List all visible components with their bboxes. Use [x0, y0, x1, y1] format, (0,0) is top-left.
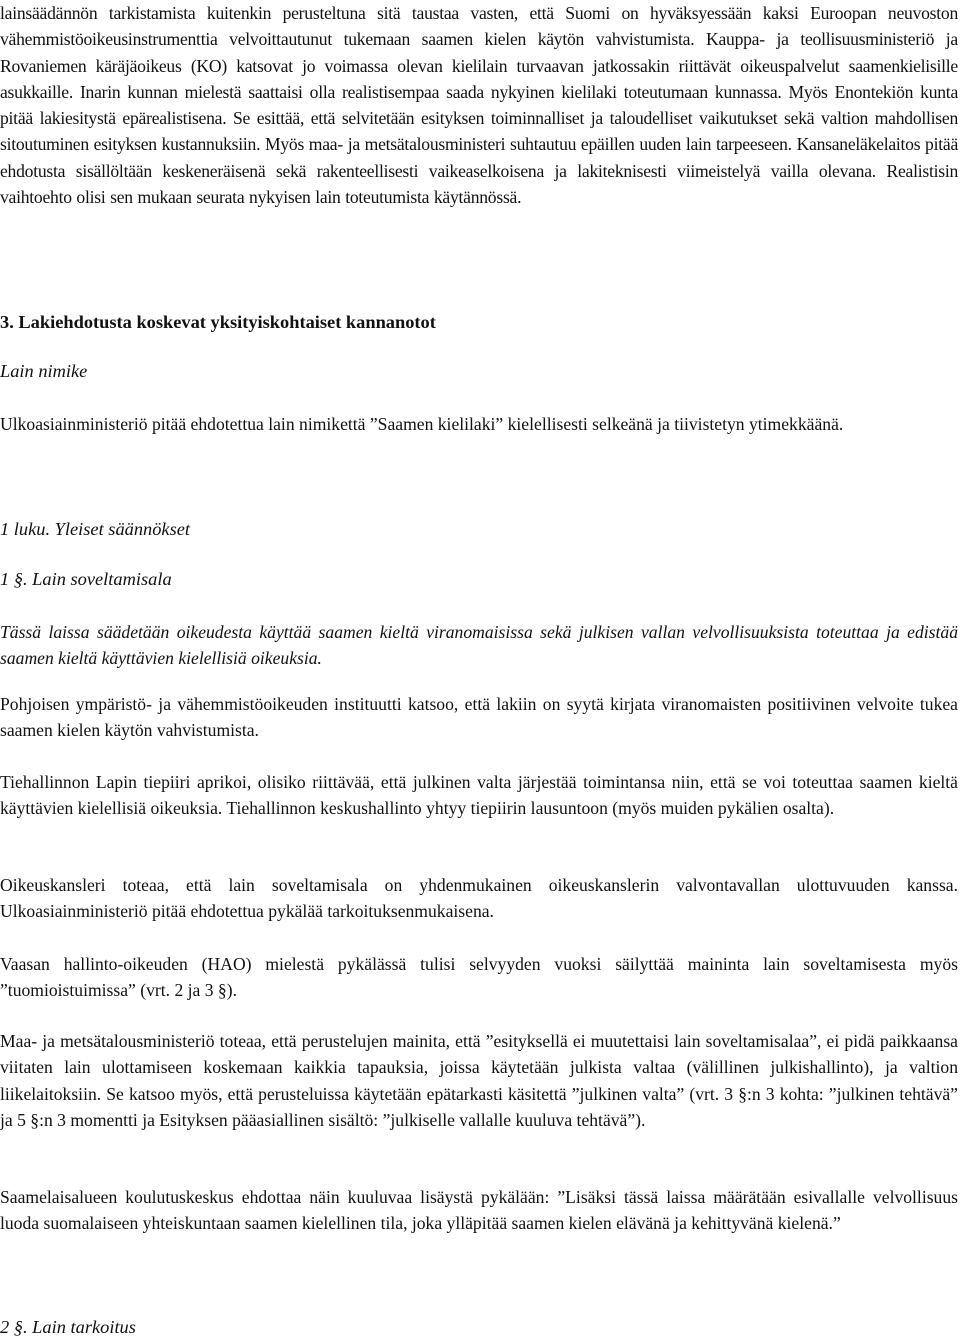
law-title-paragraph-block — [0, 411, 958, 437]
para1-heading-block — [0, 566, 958, 592]
comment-1: Pohjoisen ympäristö- ja vähemmistöoikeuden instituutti katsoo, että lakiin on syytä kirjata viranomaisten positiivinen velvoite tukea saamen kielen käytön vahvistumista. — [0, 694, 958, 741]
law-title-heading: Lain nimike — [0, 361, 88, 381]
para1-text-block — [0, 619, 958, 672]
section-number: 3. — [0, 312, 14, 332]
section-title: Lakiehdotusta koskevat yksityiskohtaiset kannanotot — [18, 312, 436, 332]
para2-heading: 2 §. Lain tarkoitus — [0, 1317, 136, 1337]
comment-6: Saamelaisalueen koulutuskeskus ehdottaa näin kuuluvaa lisäystä pykälään: ”Lisäksi tässä laissa määrätään esivallalle velvollisuus luoda suomalaiseen yhteiskuntaan saamen kielellinen tila, joka ylläpitää saamen kielen elävänä ja kehittyvänä kielenä.” — [0, 1187, 958, 1234]
comment-2: Tiehallinnon Lapin tiepiiri aprikoi, olisiko riittävää, että julkinen valta järjestää toimintansa niin, että se voi toteuttaa saamen kieltä käyttävien kielellisiä oikeuksia. Tiehallinnon keskushallinto yhtyy tiepiirin lausuntoon (myös muiden pykälien osalta). — [0, 772, 958, 819]
comment-5: Maa- ja metsätalousministeriö toteaa, että perustelujen mainita, että ”esityksellä ei muutettaisi lain soveltamisalaa”, ei pidä paikkaansa viitaten lain ulottamiseen koskemaan kaikkia tapauksia, joissa käytetään julkista valtaa (välillinen julkishallinto), ja valtion liikelaitoksiin. Se katsoo myös, että perusteluissa käytetään epätarkasti käsitettä ”julkinen valta” (vrt. 3 §:n 3 kohta: ”julkinen tehtävä” ja 5 §:n 3 momentti ja Esityksen pääasiallinen sisältö: ”julkiselle vallalle kuuluva tehtävä”). — [0, 1031, 958, 1130]
comment-3-block — [0, 872, 958, 925]
section-heading — [0, 309, 958, 335]
comment-3: Oikeuskansleri toteaa, että lain soveltamisala on yhdenmukainen oikeuskanslerin valvontavallan ulottuvuuden kanssa. Ulkoasiainministeriö pitää ehdotettua pykälää tarkoituksenmukaisena. — [0, 875, 958, 922]
comment-2-block — [0, 769, 958, 822]
intro-paragraph: lainsäädännön tarkistamista kuitenkin perusteltuna sitä taustaa vasten, että Suomi on hyväksyessään kaksi Euroopan neuvoston vähemmistöoikeusinstrumenttia velvoittautunut tukemaan saamen kielen käytön vahvistumista. Kauppa- ja teollisuusministeriö ja Rovaniemen käräjäoikeus (KO) katsovat jo voimassa olevan kielilain turvaavan jatkossakin riittävät oikeuspalvelut saamenkielisille asukkaille. Inarin kunnan mielestä saattaisi olla realistisempaa saada nykyinen kielilaki toteutumaan kunnassa. Myös Enontekiön kunta pitää lakiesitystä epärealistisena. Se esittää, että selvitetään esityksen toiminnalliset ja taloudelliset vaikutukset sekä valtion mahdollisen sitoutuminen esityksen kustannuksiin. Myös maa- ja metsätalousministeri suhtautuu epäillen uuden lain tarpeeseen. Kansaneläkelaitos pitää ehdotusta sisällöltään keskeneräisenä sekä rakenteellisesti vaikeaselkoisena ja lakiteknisesti viimeistelyä vailla olevana. Realistisin vaihtoehto olisi sen mukaan seurata nykyisen lain toteutumista käytännössä. — [0, 3, 958, 208]
comment-6-block — [0, 1184, 958, 1237]
para2-heading-block — [0, 1314, 958, 1340]
chapter-heading-block — [0, 516, 958, 542]
comment-1-block — [0, 691, 958, 744]
intro-paragraph-block — [0, 0, 958, 210]
law-title-paragraph: Ulkoasiainministeriö pitää ehdotettua lain nimikettä ”Saamen kielilaki” kielellisesti selkeänä ja tiivistetyn ytimekkäänä. — [0, 414, 844, 434]
comment-4: Vaasan hallinto-oikeuden (HAO) mielestä pykälässä tulisi selvyyden vuoksi säilyttää maininta lain soveltamisesta myös ”tuomioistuimissa” (vrt. 2 ja 3 §). — [0, 954, 958, 1001]
comment-4-block — [0, 951, 958, 1004]
chapter-heading: 1 luku. Yleiset säännökset — [0, 519, 191, 539]
para1-heading: 1 §. Lain soveltamisala — [0, 569, 172, 589]
law-title-heading-block — [0, 358, 958, 384]
comment-5-block — [0, 1028, 958, 1133]
para1-text: Tässä laissa säädetään oikeudesta käyttää saamen kieltä viranomaisissa sekä julkisen vallan velvollisuuksista toteuttaa ja edistää saamen kieltä käyttävien kielellisiä oikeuksia. — [0, 622, 958, 669]
